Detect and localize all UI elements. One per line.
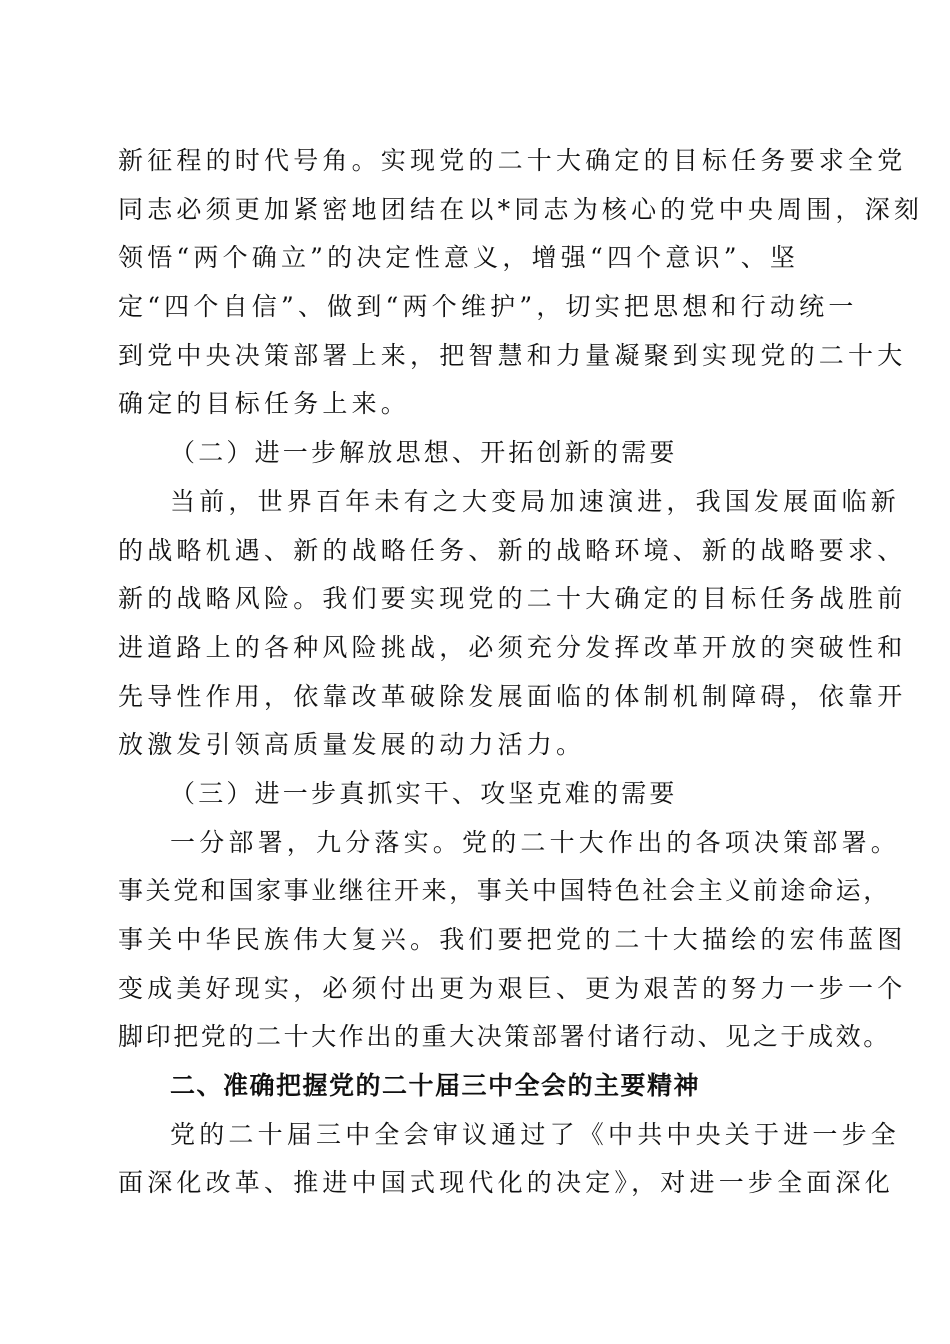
chapter-heading: 二、准确把握党的二十届三中全会的主要精神 bbox=[170, 1071, 701, 1101]
section-heading-2: （二）进一步解放思想、开拓创新的需要 bbox=[170, 438, 678, 468]
body-line: 先导性作用，依靠改革破除发展面临的体制机制障碍，依靠开 bbox=[118, 681, 907, 711]
body-line: 当前，世界百年未有之大变局加速演进，我国发展面临新 bbox=[170, 486, 901, 516]
body-line: 定“四个自信”、做到“两个维护”，切实把思想和行动统一 bbox=[118, 292, 858, 322]
body-line: 同志必须更加紧密地团结在以*同志为核心的党中央周围，深刻 bbox=[118, 194, 924, 224]
body-line: 变成美好现实，必须付出更为艰巨、更为艰苦的努力一步一个 bbox=[118, 973, 907, 1003]
body-line: 到党中央决策部署上来，把智慧和力量凝聚到实现党的二十大 bbox=[118, 340, 907, 370]
body-line: 一分部署，九分落实。党的二十大作出的各项决策部署。 bbox=[170, 827, 901, 857]
body-line: 新的战略风险。我们要实现党的二十大确定的目标任务战胜前 bbox=[118, 584, 907, 614]
body-line: 脚印把党的二十大作出的重大决策部署付诸行动、见之于成效。 bbox=[118, 1022, 891, 1052]
section-heading-3: （三）进一步真抓实干、攻坚克难的需要 bbox=[170, 778, 678, 808]
body-line: 新征程的时代号角。实现党的二十大确定的目标任务要求全党 bbox=[118, 146, 907, 175]
body-line: 事关党和国家事业继往开来，事关中国特色社会主义前途命运， bbox=[118, 876, 891, 906]
document-body bbox=[118, 137, 924, 1208]
body-line: 领悟“两个确立”的决定性意义，增强“四个意识”、坚 bbox=[118, 243, 800, 273]
body-line: 事关中华民族伟大复兴。我们要把党的二十大描绘的宏伟蓝图 bbox=[118, 925, 907, 954]
body-line: 确定的目标任务上来。 bbox=[118, 389, 411, 419]
body-line: 放激发引领高质量发展的动力活力。 bbox=[118, 730, 586, 760]
body-line: 党的二十届三中全会审议通过了《中共中央关于进一步全 bbox=[170, 1119, 901, 1149]
body-line: 面深化改革、推进中国式现代化的决定》，对进一步全面深化 bbox=[118, 1168, 894, 1198]
body-line: 的战略机遇、新的战略任务、新的战略环境、新的战略要求、 bbox=[118, 535, 907, 565]
body-line: 进道路上的各种风险挑战，必须充分发挥改革开放的突破性和 bbox=[118, 632, 907, 662]
